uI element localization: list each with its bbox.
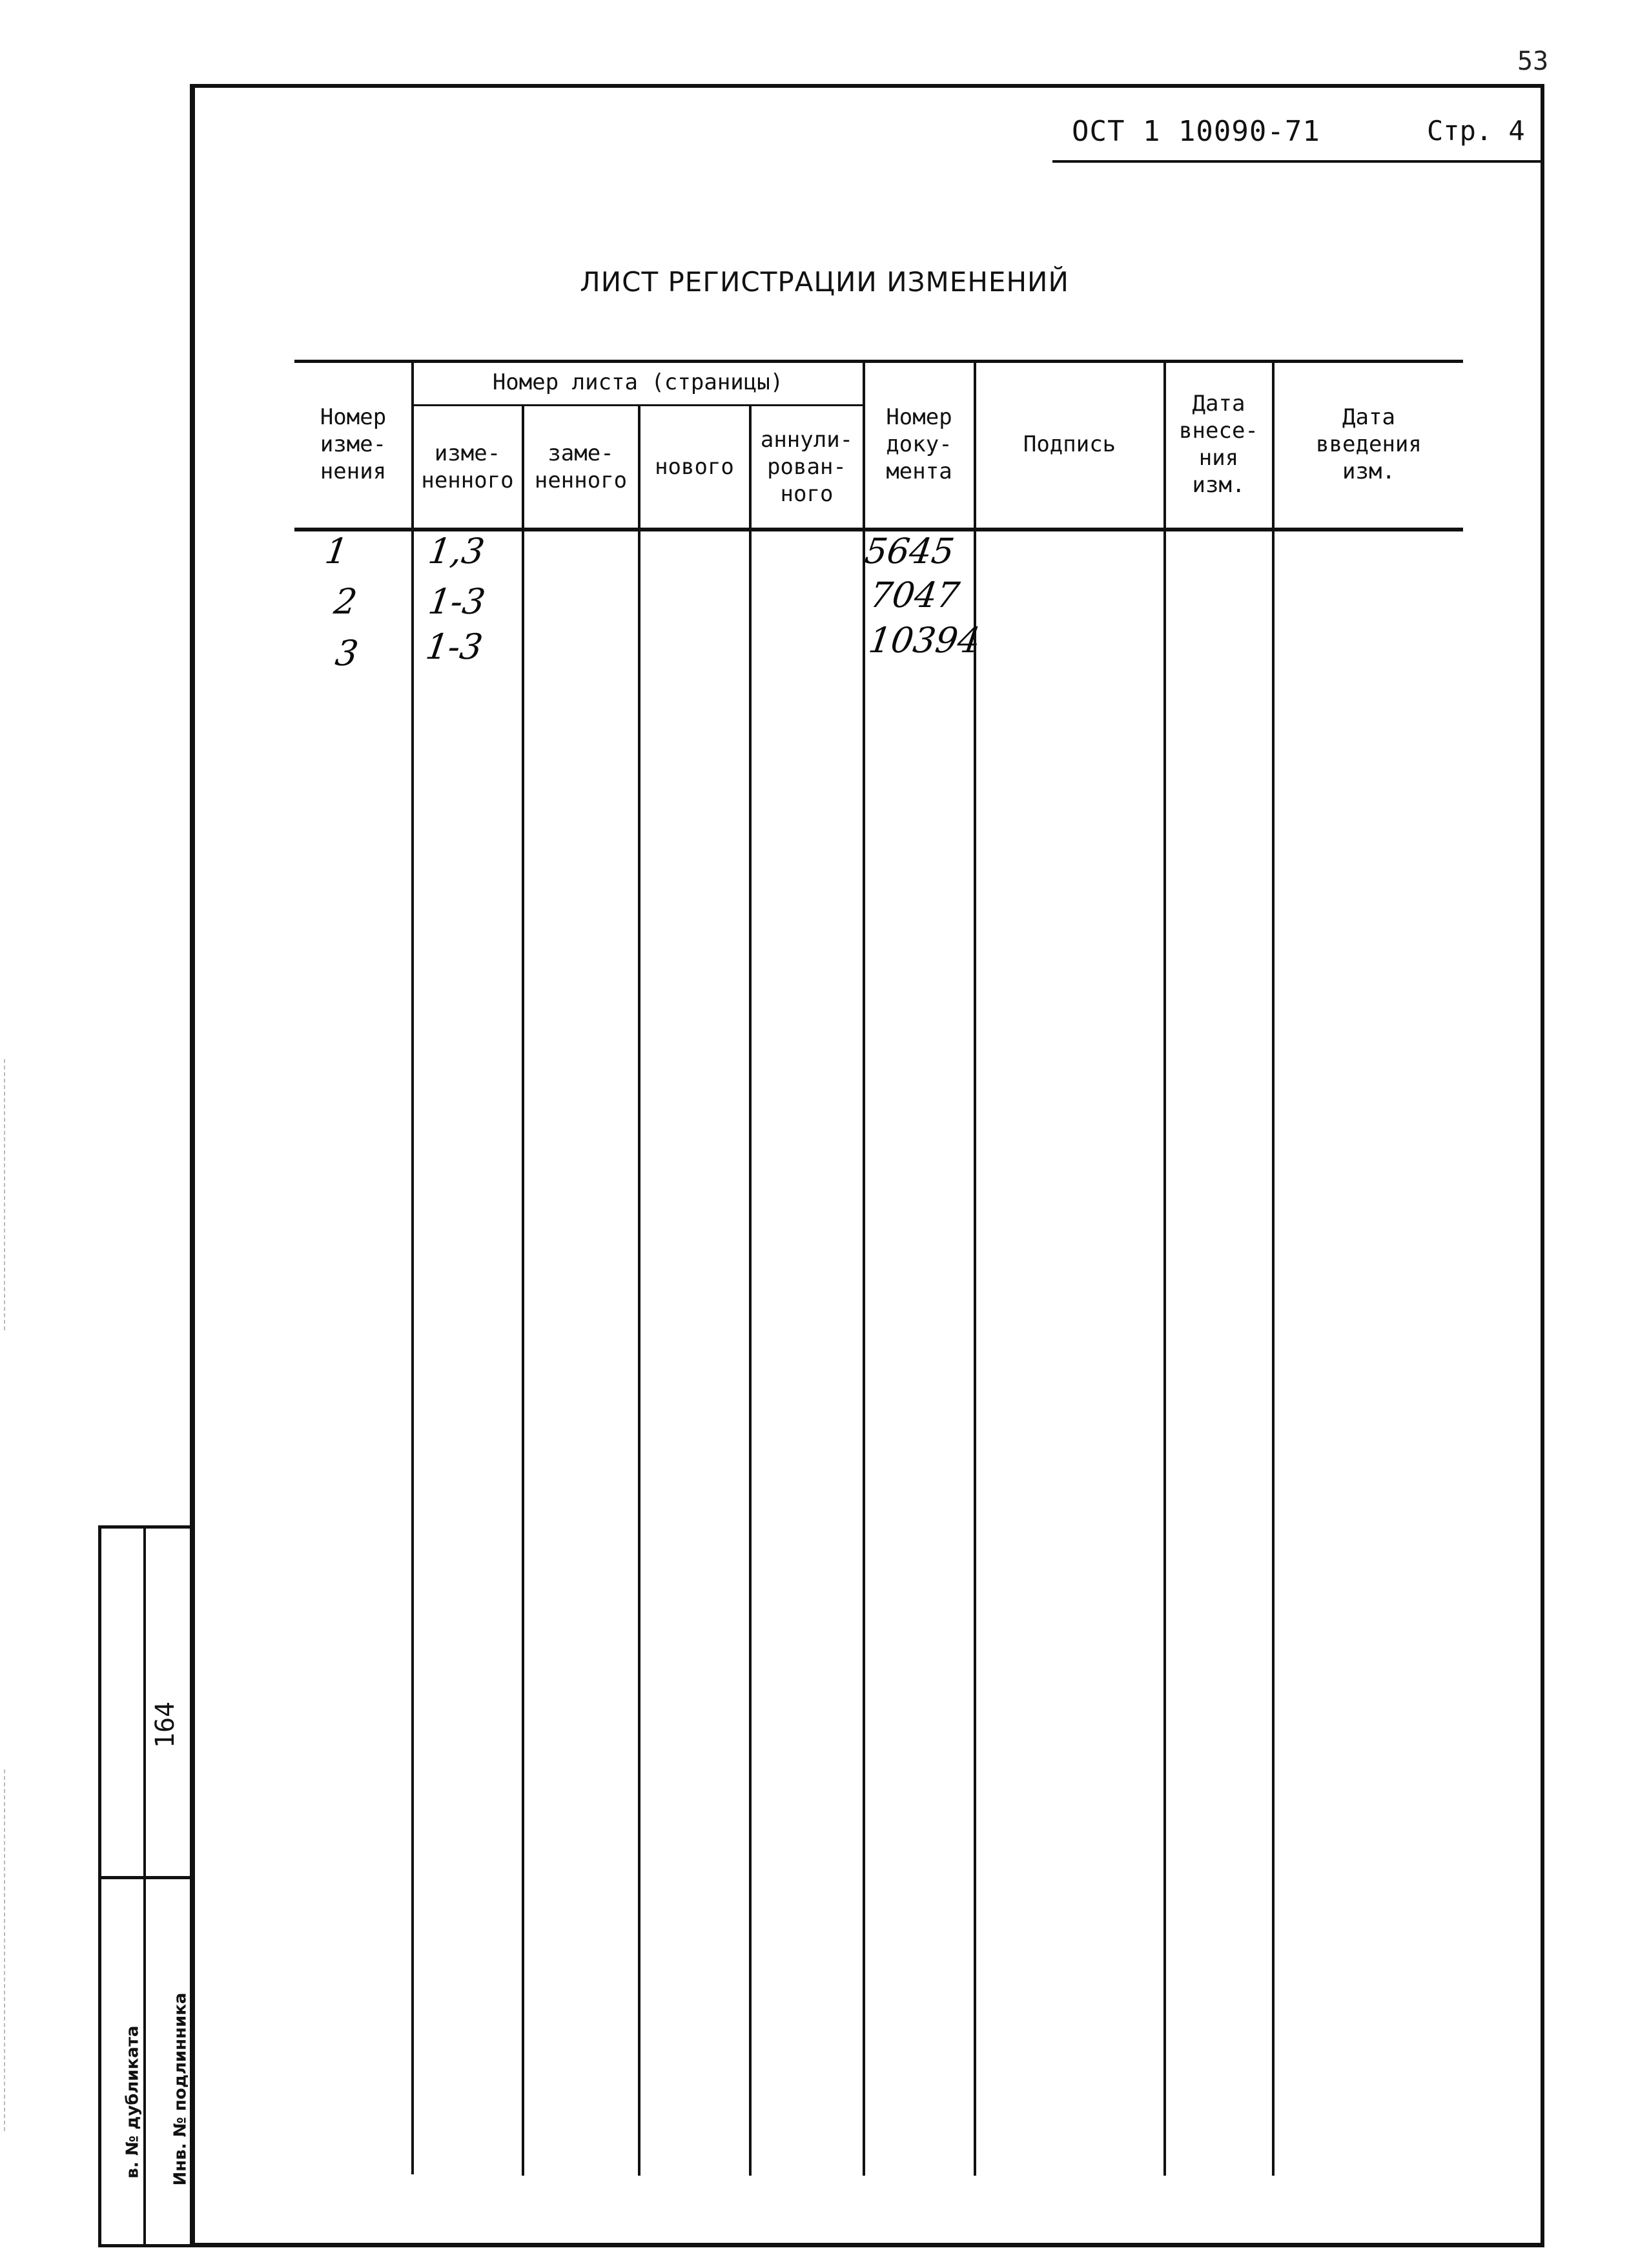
header-entry-date: Дата внесе- ния изм.: [1179, 390, 1258, 498]
scan-edge-mark: [4, 1769, 5, 2131]
table-column-divider: [863, 360, 865, 2176]
sheet-title: ЛИСТ РЕГИСТРАЦИИ ИЗМЕНЕНИЙ: [580, 266, 1069, 298]
inventory-original-value: 164: [150, 1701, 181, 1749]
header-sheet-number-group: Номер листа (страницы): [492, 369, 784, 395]
row-change-number: 1: [322, 531, 351, 572]
row-change-number: 3: [333, 633, 361, 674]
table-column-divider: [749, 404, 752, 2176]
header-replaced: заме- ненного: [534, 440, 628, 493]
scan-edge-mark: [4, 1059, 5, 1330]
row-document-number: 10394: [866, 620, 983, 661]
stamp-divider: [98, 1876, 190, 1879]
table-column-divider: [522, 404, 524, 2176]
row-change-number: 2: [331, 581, 360, 622]
page-label: Стр. 4: [1427, 115, 1525, 147]
table-column-divider: [638, 404, 640, 2176]
inventory-original-label: Инв. № подлинника: [170, 1992, 190, 2186]
header-effective-date: Дата введения изм.: [1316, 404, 1422, 484]
row-changed-sheets: 1-3: [425, 581, 488, 622]
row-changed-sheets: 1-3: [423, 626, 486, 667]
header-rule: [1052, 160, 1543, 163]
header-annulled: аннули- рован- ного: [760, 426, 854, 507]
page-number: 53: [1517, 46, 1549, 76]
header-signature: Подпись: [1023, 431, 1116, 457]
document-code: ОСТ 1 10090-71: [1072, 115, 1320, 148]
table-column-divider: [1272, 360, 1275, 2176]
stamp-divider: [143, 1525, 146, 2247]
table-column-divider: [1163, 360, 1166, 2176]
row-document-number: 7047: [867, 575, 962, 615]
header-new: нового: [655, 453, 734, 480]
table-column-divider: [411, 360, 414, 2174]
header-change-number: Номер изме- нения: [320, 404, 387, 484]
header-document-number: Номер доку- мента: [886, 404, 952, 484]
row-changed-sheets: 1,3: [425, 531, 487, 572]
duplicate-label: в. № дубликата: [123, 2025, 143, 2179]
header-changed: изме- ненного: [421, 440, 514, 493]
row-document-number: 5645: [862, 531, 957, 572]
